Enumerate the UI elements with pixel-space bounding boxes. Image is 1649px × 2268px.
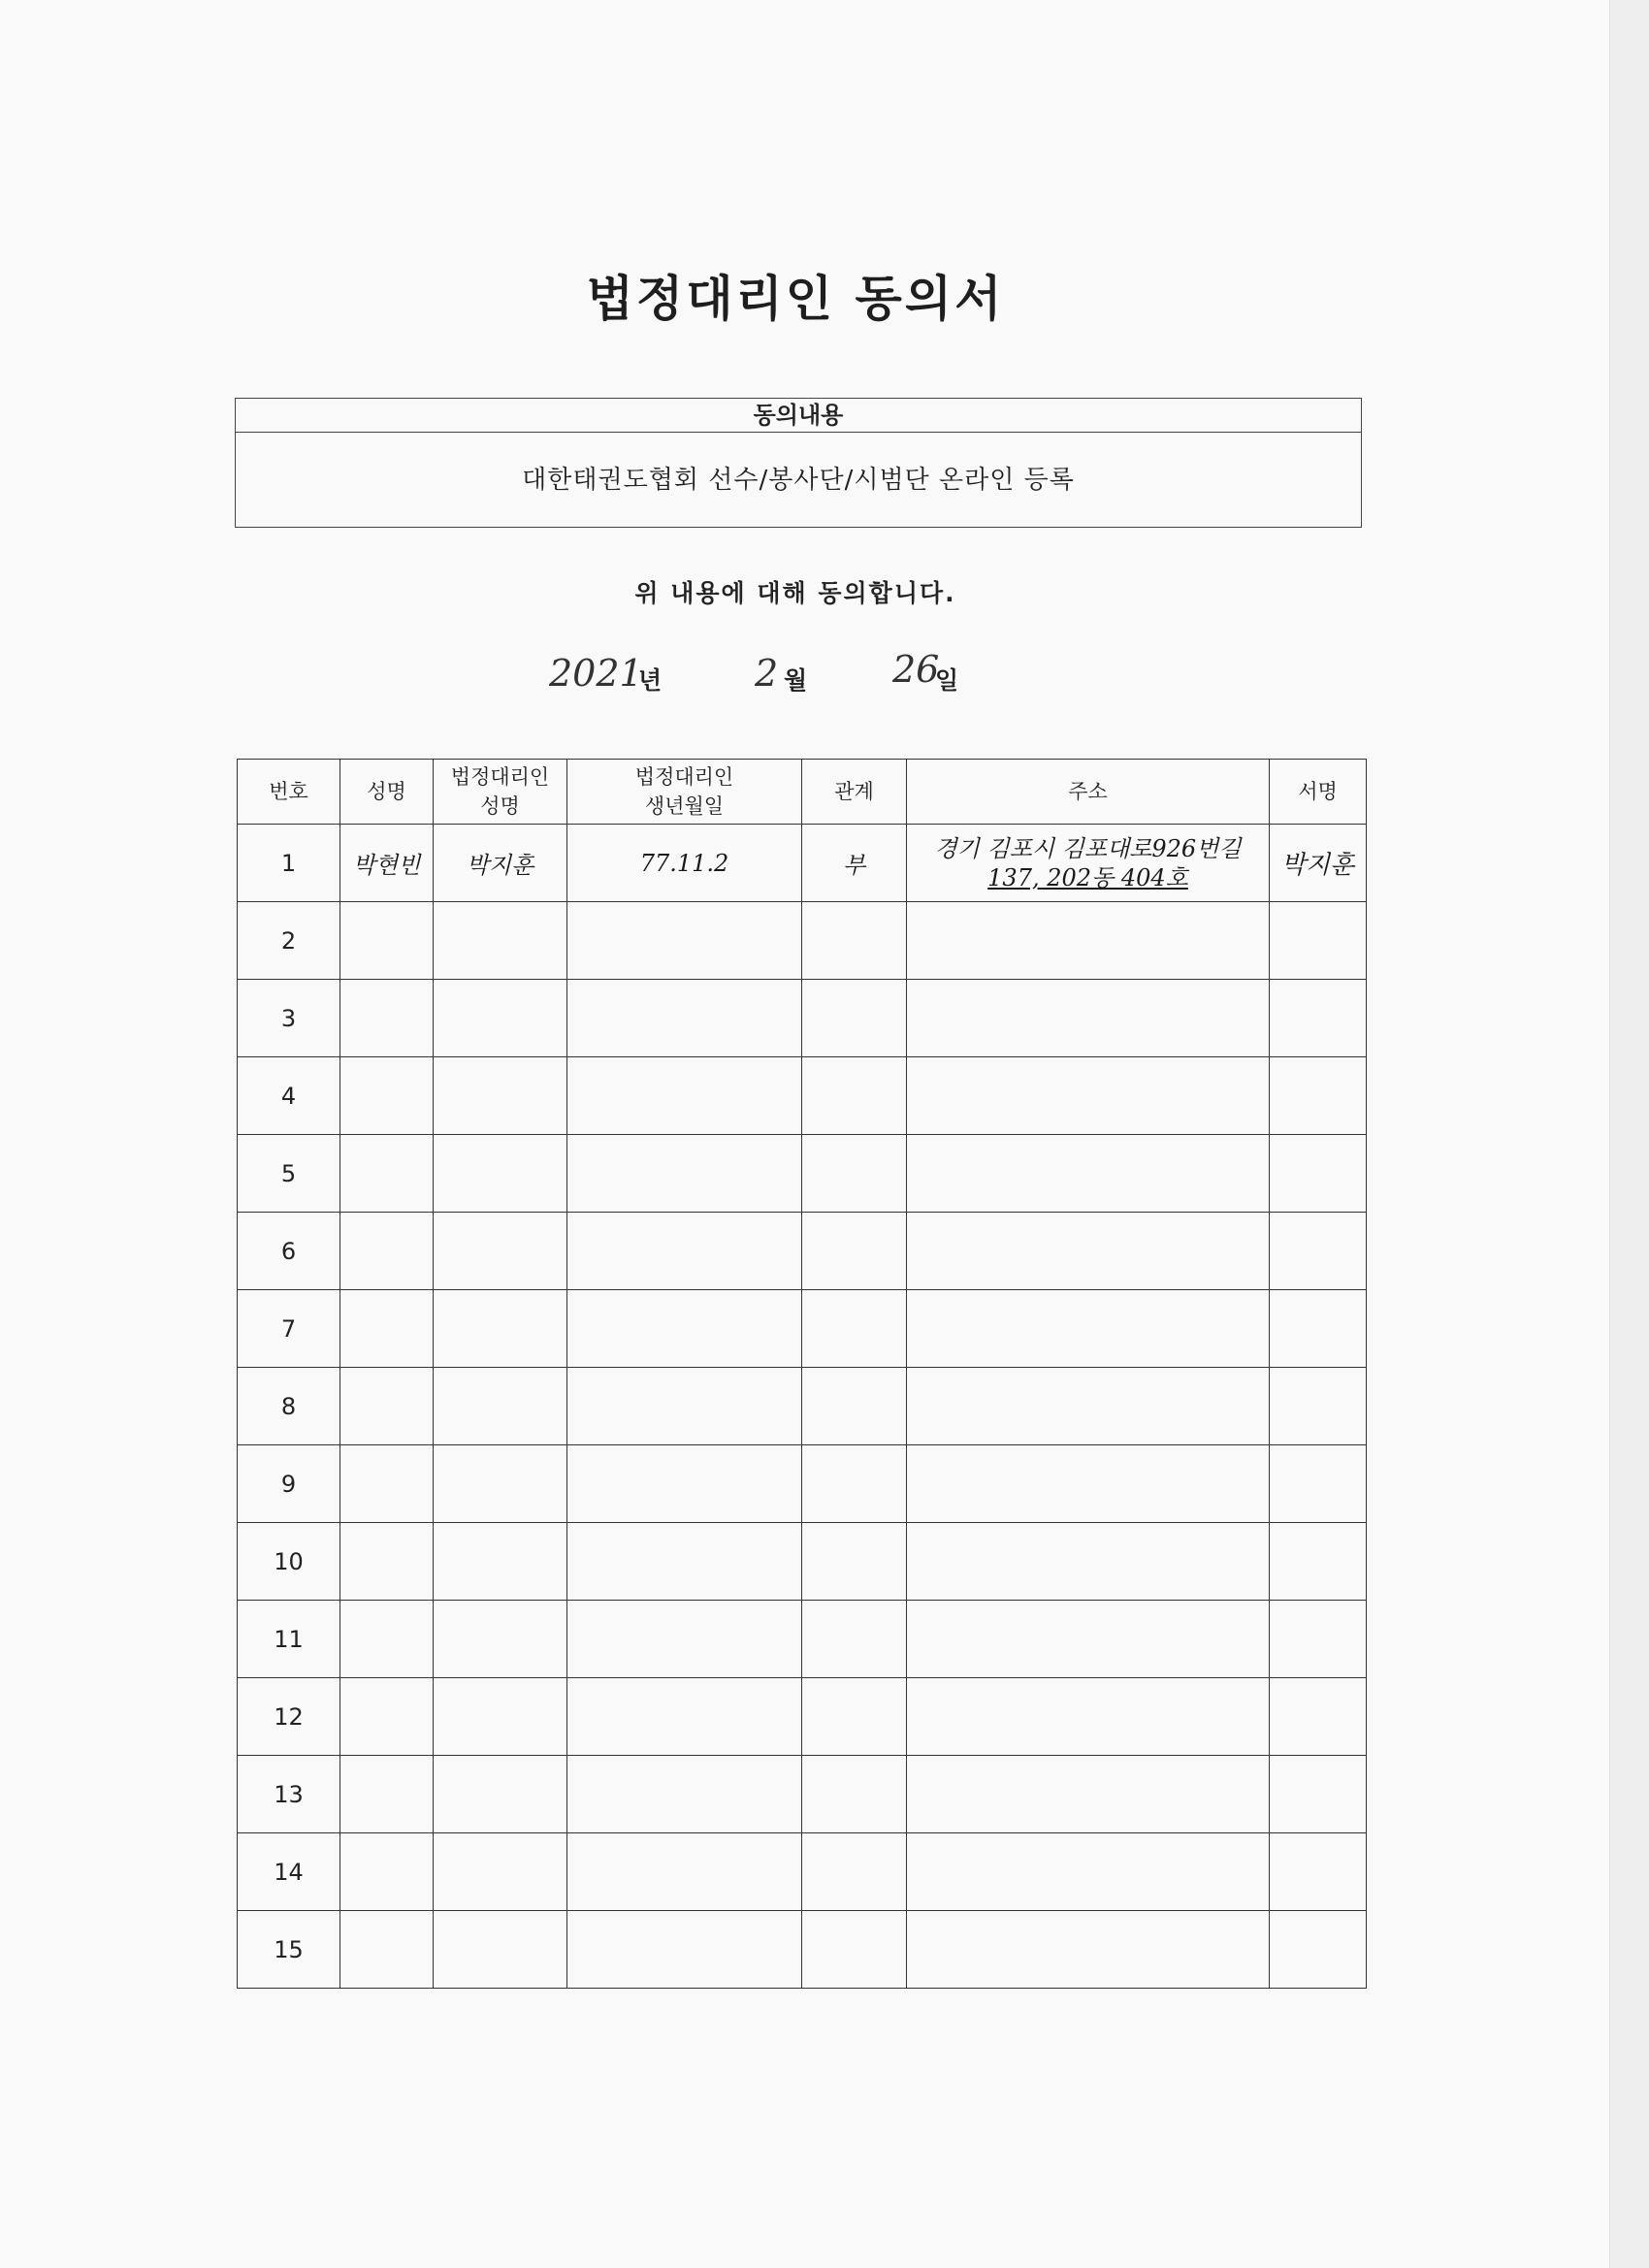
table-row [238, 1601, 1367, 1678]
date-day-unit: 일 [935, 666, 959, 695]
row-number: 8 [238, 1368, 340, 1445]
cell-name [340, 1445, 434, 1523]
cell-guardian-birth [567, 1523, 802, 1601]
cell-signature [1270, 1057, 1367, 1135]
cell-address [907, 1601, 1270, 1678]
cell-relation [802, 1445, 907, 1523]
table-row [238, 1911, 1367, 1989]
cell-guardian-name [434, 980, 567, 1057]
cell-signature [1270, 1601, 1367, 1678]
cell-guardian-birth [567, 1911, 802, 1989]
table-row [238, 1368, 1367, 1445]
consent-content: 대한태권도협회 선수/봉사단/시범단 온라인 등록 [522, 466, 1075, 495]
date-year-handwritten: 2021 [549, 652, 643, 695]
cell-relation [802, 1833, 907, 1911]
cell-name [340, 1601, 434, 1678]
cell-address [907, 902, 1270, 980]
header-guardian-birth-line2: 생년월일 [644, 794, 725, 818]
table-row [238, 1523, 1367, 1601]
header-guardian-birth-line1: 법정대리인 [634, 765, 734, 789]
row-number: 6 [238, 1213, 340, 1290]
date-day-handwritten: 26 [892, 648, 940, 691]
cell-guardian-birth [567, 1290, 802, 1368]
cell-relation [802, 1911, 907, 1989]
cell-guardian-name [434, 1911, 567, 1989]
row-number: 2 [238, 902, 340, 980]
cell-relation [802, 1213, 907, 1290]
row-number: 11 [238, 1601, 340, 1678]
date-line [0, 648, 1649, 710]
cell-signature [1270, 1290, 1367, 1368]
cell-name [340, 1756, 434, 1833]
date-month-unit: 월 [784, 666, 808, 695]
cell-guardian-birth [567, 1756, 802, 1833]
table-row [238, 1678, 1367, 1756]
cell-guardian-name [434, 902, 567, 980]
table-row [238, 1756, 1367, 1833]
date-month-handwritten: 2 [755, 652, 779, 695]
row-number: 4 [238, 1057, 340, 1135]
cell-guardian-birth [567, 1213, 802, 1290]
cell-name [340, 1135, 434, 1213]
cell-name [340, 1057, 434, 1135]
row-number: 12 [238, 1678, 340, 1756]
row-number: 7 [238, 1290, 340, 1368]
table-row [238, 1213, 1367, 1290]
cell-signature [1270, 1445, 1367, 1523]
row-number: 9 [238, 1445, 340, 1523]
cell-signature [1270, 1833, 1367, 1911]
cell-name [340, 1678, 434, 1756]
cell-relation [802, 1601, 907, 1678]
cell-address [907, 1290, 1270, 1368]
table-row [238, 902, 1367, 980]
date-year-unit: 년 [638, 666, 663, 695]
cell-relation [802, 980, 907, 1057]
cell-relation [802, 1756, 907, 1833]
cell-guardian-birth [567, 902, 802, 980]
document-title: 법정대리인 동의서 [586, 271, 1005, 327]
cell-guardian-name [434, 1756, 567, 1833]
cell-guardian-birth [567, 1601, 802, 1678]
cell-address [907, 1833, 1270, 1911]
cell-name [340, 1213, 434, 1290]
cell-guardian-birth [567, 1057, 802, 1135]
cell-name [340, 1290, 434, 1368]
cell-address [907, 1135, 1270, 1213]
cell-guardian-birth [567, 1833, 802, 1911]
cell-relation [802, 1368, 907, 1445]
cell-name [340, 980, 434, 1057]
cell-signature [1270, 1135, 1367, 1213]
row-number: 1 [238, 825, 340, 902]
cell-signature [1270, 902, 1367, 980]
row-number: 10 [238, 1523, 340, 1601]
table-row [238, 1445, 1367, 1523]
cell-guardian-name [434, 1290, 567, 1368]
cell-address [907, 1445, 1270, 1523]
cell-address [907, 825, 1270, 902]
table-row [238, 1135, 1367, 1213]
address-line1: 경기 김포시 김포대로926번길 [934, 834, 1242, 862]
scan-edge [1609, 0, 1649, 2268]
cell-address [907, 1678, 1270, 1756]
row-number: 5 [238, 1135, 340, 1213]
header-guardian-birth [567, 760, 802, 825]
cell-guardian-name [434, 1368, 567, 1445]
cell-signature [1270, 1523, 1367, 1601]
header-guardian-name-line1: 법정대리인 [450, 765, 550, 789]
cell-guardian-birth [567, 1368, 802, 1445]
cell-guardian-name [434, 1833, 567, 1911]
cell-relation [802, 902, 907, 980]
cell-guardian-name [434, 1445, 567, 1523]
header-relation: 관계 [802, 760, 907, 825]
cell-address [907, 1057, 1270, 1135]
cell-signature [1270, 1911, 1367, 1989]
header-signature: 서명 [1270, 760, 1367, 825]
cell-name [340, 1523, 434, 1601]
cell-guardian-name: 박지훈 [434, 825, 567, 902]
cell-guardian-name [434, 1678, 567, 1756]
cell-guardian-birth [567, 980, 802, 1057]
registration-table [237, 759, 1367, 1989]
cell-signature: 박지훈 [1270, 825, 1367, 902]
cell-address [907, 1756, 1270, 1833]
cell-signature [1270, 1368, 1367, 1445]
cell-guardian-birth [567, 1678, 802, 1756]
row-number: 14 [238, 1833, 340, 1911]
cell-relation [802, 1135, 907, 1213]
cell-address [907, 1368, 1270, 1445]
cell-signature [1270, 1678, 1367, 1756]
cell-guardian-name [434, 1057, 567, 1135]
cell-name [340, 1833, 434, 1911]
header-name: 성명 [340, 760, 434, 825]
table-row [238, 1833, 1367, 1911]
cell-signature [1270, 1756, 1367, 1833]
cell-guardian-name [434, 1523, 567, 1601]
cell-address [907, 1523, 1270, 1601]
cell-address [907, 1911, 1270, 1989]
row-number: 3 [238, 980, 340, 1057]
header-guardian-name-line2: 성명 [480, 794, 520, 818]
consent-box [235, 398, 1362, 528]
table-row [238, 1290, 1367, 1368]
cell-guardian-name [434, 1601, 567, 1678]
header-no: 번호 [238, 760, 340, 825]
cell-relation: 부 [802, 825, 907, 902]
cell-guardian-birth: 77.11.2 [567, 825, 802, 902]
cell-relation [802, 1057, 907, 1135]
cell-name [340, 1368, 434, 1445]
table-row [238, 980, 1367, 1057]
agreement-statement: 위 내용에 대해 동의합니다. [634, 579, 956, 607]
cell-signature [1270, 980, 1367, 1057]
table-header-row [238, 760, 1367, 825]
row-number: 13 [238, 1756, 340, 1833]
header-guardian-name [434, 760, 567, 825]
cell-guardian-birth [567, 1445, 802, 1523]
cell-address [907, 980, 1270, 1057]
address-line2: 137, 202동 404호 [987, 863, 1188, 891]
cell-guardian-birth [567, 1135, 802, 1213]
cell-name [340, 1911, 434, 1989]
cell-relation [802, 1523, 907, 1601]
table-row [238, 825, 1367, 902]
table-body [238, 825, 1367, 1989]
consent-header: 동의내용 [236, 399, 1361, 433]
cell-guardian-name [434, 1135, 567, 1213]
cell-address [907, 1213, 1270, 1290]
table-row [238, 1057, 1367, 1135]
row-number: 15 [238, 1911, 340, 1989]
cell-relation [802, 1678, 907, 1756]
cell-relation [802, 1290, 907, 1368]
cell-name: 박현빈 [340, 825, 434, 902]
cell-name [340, 902, 434, 980]
cell-signature [1270, 1213, 1367, 1290]
cell-guardian-name [434, 1213, 567, 1290]
header-address: 주소 [907, 760, 1270, 825]
